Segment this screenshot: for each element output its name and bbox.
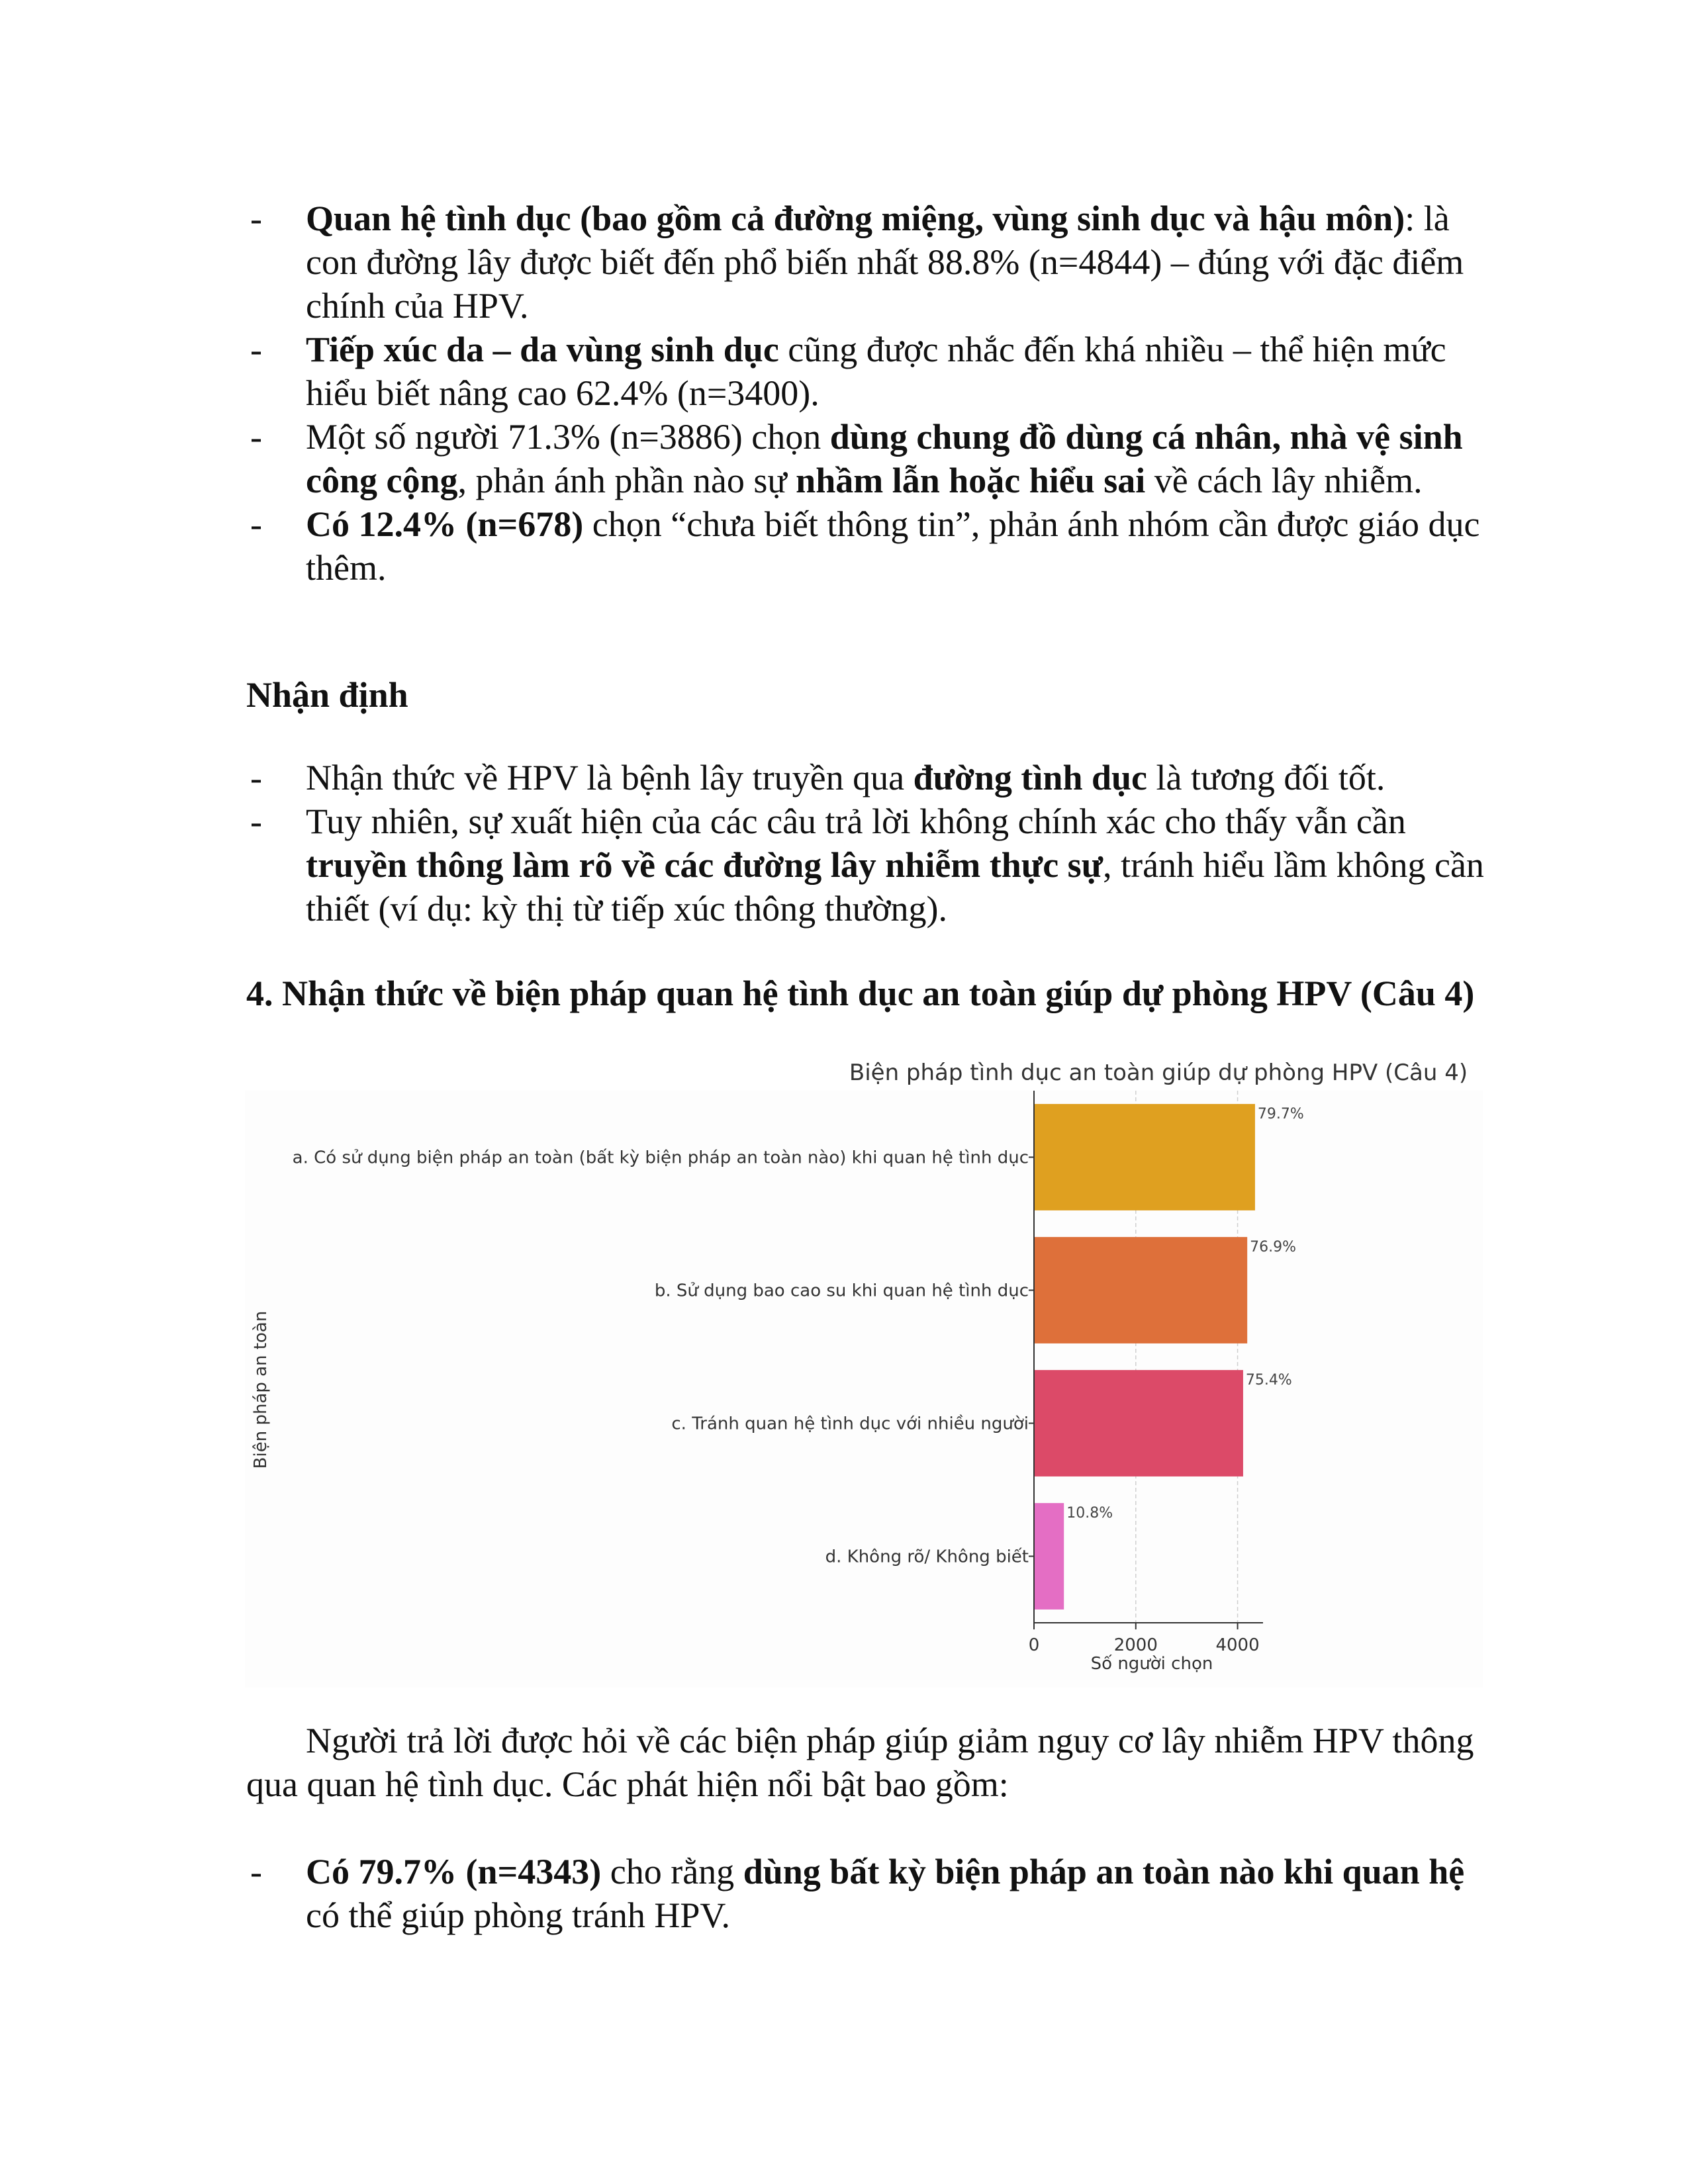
findings-intro-paragraph: Người trả lời được hỏi về các biện pháp giúp giảm nguy cơ lây nhiễm HPV thông qua quan hệ tình dục. Các phát hiện nổi bật bao gồm: <box>246 1721 1474 1804</box>
bullet-bold-text: dùng chung đồ dùng cá nhân, nhà vệ sinh công cộng <box>306 417 1463 500</box>
bullet-text: , phản ánh phần nào sự <box>457 461 796 500</box>
bar <box>1034 1503 1064 1610</box>
bullet-text: có thể giúp phòng tránh HPV. <box>306 1895 730 1935</box>
bullet-dash: - <box>250 758 262 797</box>
bar-data-label: 75.4% <box>1245 1372 1292 1389</box>
bullet-dash: - <box>250 199 262 238</box>
bullet-bold-text: Có 12.4% (n=678) <box>306 504 584 544</box>
bullet-text: chọn “chưa biết thông tin”, phản ánh nhóm cần được giáo dục thêm. <box>306 504 1480 588</box>
bullet-text: Tuy nhiên, sự xuất hiện của các câu trả lời không chính xác cho thấy vẫn cần <box>306 801 1406 841</box>
bullet-text: : là con đường lây được biết đến phổ biến nhất 88.8% (n=4844) – đúng với đặc điểm chính của HPV. <box>306 199 1464 326</box>
bullet-text: Nhận thức về HPV là bệnh lây truyền qua <box>306 758 914 797</box>
bullet-dash: - <box>250 504 262 544</box>
bullet-text: , tránh hiểu lầm không cần thiết (ví dụ: kỳ thị từ tiếp xúc thông thường). <box>306 845 1484 929</box>
chart-svg <box>245 1052 1483 1688</box>
x-tick-label: 4000 <box>1215 1635 1260 1655</box>
bar-chart <box>245 1052 1483 1688</box>
category-label: b. Sử dụng bao cao su khi quan hệ tình dục <box>654 1281 1029 1301</box>
bullet-bold-text: nhầm lẫn hoặc hiểu sai <box>796 461 1146 500</box>
category-label: c. Tránh quan hệ tình dục với nhiều người <box>671 1414 1029 1434</box>
x-tick-label: 2000 <box>1113 1635 1158 1655</box>
list-item <box>246 415 1504 502</box>
category-label: a. Có sử dụng biện pháp an toàn (bất kỳ biện pháp an toàn nào) khi quan hệ tình dục <box>292 1148 1029 1168</box>
list-item <box>246 502 1504 590</box>
list-item <box>246 1850 1504 1937</box>
section-4-heading: 4. Nhận thức về biện pháp quan hệ tình dục an toàn giúp dự phòng HPV (Câu 4) <box>246 974 1475 1013</box>
bullet-bold-text: Tiếp xúc da – da vùng sinh dục <box>306 330 779 369</box>
bullet-bold-text: Quan hệ tình dục (bao gồm cả đường miệng, vùng sinh dục và hậu môn) <box>306 199 1405 238</box>
bullet-text: là tương đối tốt. <box>1147 758 1385 797</box>
chart-background <box>245 1091 1483 1688</box>
bullet-dash: - <box>250 417 262 457</box>
bar-data-label: 10.8% <box>1066 1505 1113 1522</box>
x-tick-label: 0 <box>1028 1635 1040 1655</box>
list-item <box>246 197 1504 328</box>
bullet-bold-text: đường tình dục <box>913 758 1148 797</box>
bar <box>1034 1237 1247 1343</box>
transmission-bullet-list <box>246 197 1504 590</box>
bar-data-label: 79.7% <box>1257 1106 1304 1123</box>
assessment-bullet-list <box>246 756 1504 931</box>
list-item <box>246 328 1504 415</box>
bullet-bold-text: truyền thông làm rõ về các đường lây nhiễm thực sự <box>306 845 1103 885</box>
bullet-text: cho rằng <box>601 1852 743 1891</box>
chart-x-axis-label: Số người chọn <box>1090 1654 1213 1674</box>
chart-title: Biện pháp tình dục an toàn giúp dự phòng HPV (Câu 4) <box>849 1060 1468 1086</box>
assessment-heading: Nhận định <box>246 675 408 715</box>
bullet-dash: - <box>250 330 262 369</box>
list-item <box>246 756 1504 799</box>
bullet-text: về cách lây nhiễm. <box>1145 461 1423 500</box>
category-label: d. Không rõ/ Không biết <box>825 1547 1029 1567</box>
bullet-dash: - <box>250 1852 262 1891</box>
bullet-text: cũng được nhắc đến khá nhiều – thể hiện mức hiểu biết nâng cao 62.4% (n=3400). <box>306 330 1446 413</box>
bar <box>1034 1104 1255 1210</box>
bullet-dash: - <box>250 801 262 841</box>
findings-bullet-list <box>246 1850 1504 1937</box>
bar-data-label: 76.9% <box>1250 1239 1297 1256</box>
bullet-text: Một số người 71.3% (n=3886) chọn <box>306 417 830 457</box>
chart-y-axis-label: Biện pháp an toàn <box>251 1310 271 1469</box>
bar <box>1034 1370 1243 1477</box>
list-item <box>246 799 1504 931</box>
bullet-bold-text: Có 79.7% (n=4343) <box>306 1852 602 1891</box>
bullet-bold-text: dùng bất kỳ biện pháp an toàn nào khi quan hệ <box>743 1852 1465 1891</box>
